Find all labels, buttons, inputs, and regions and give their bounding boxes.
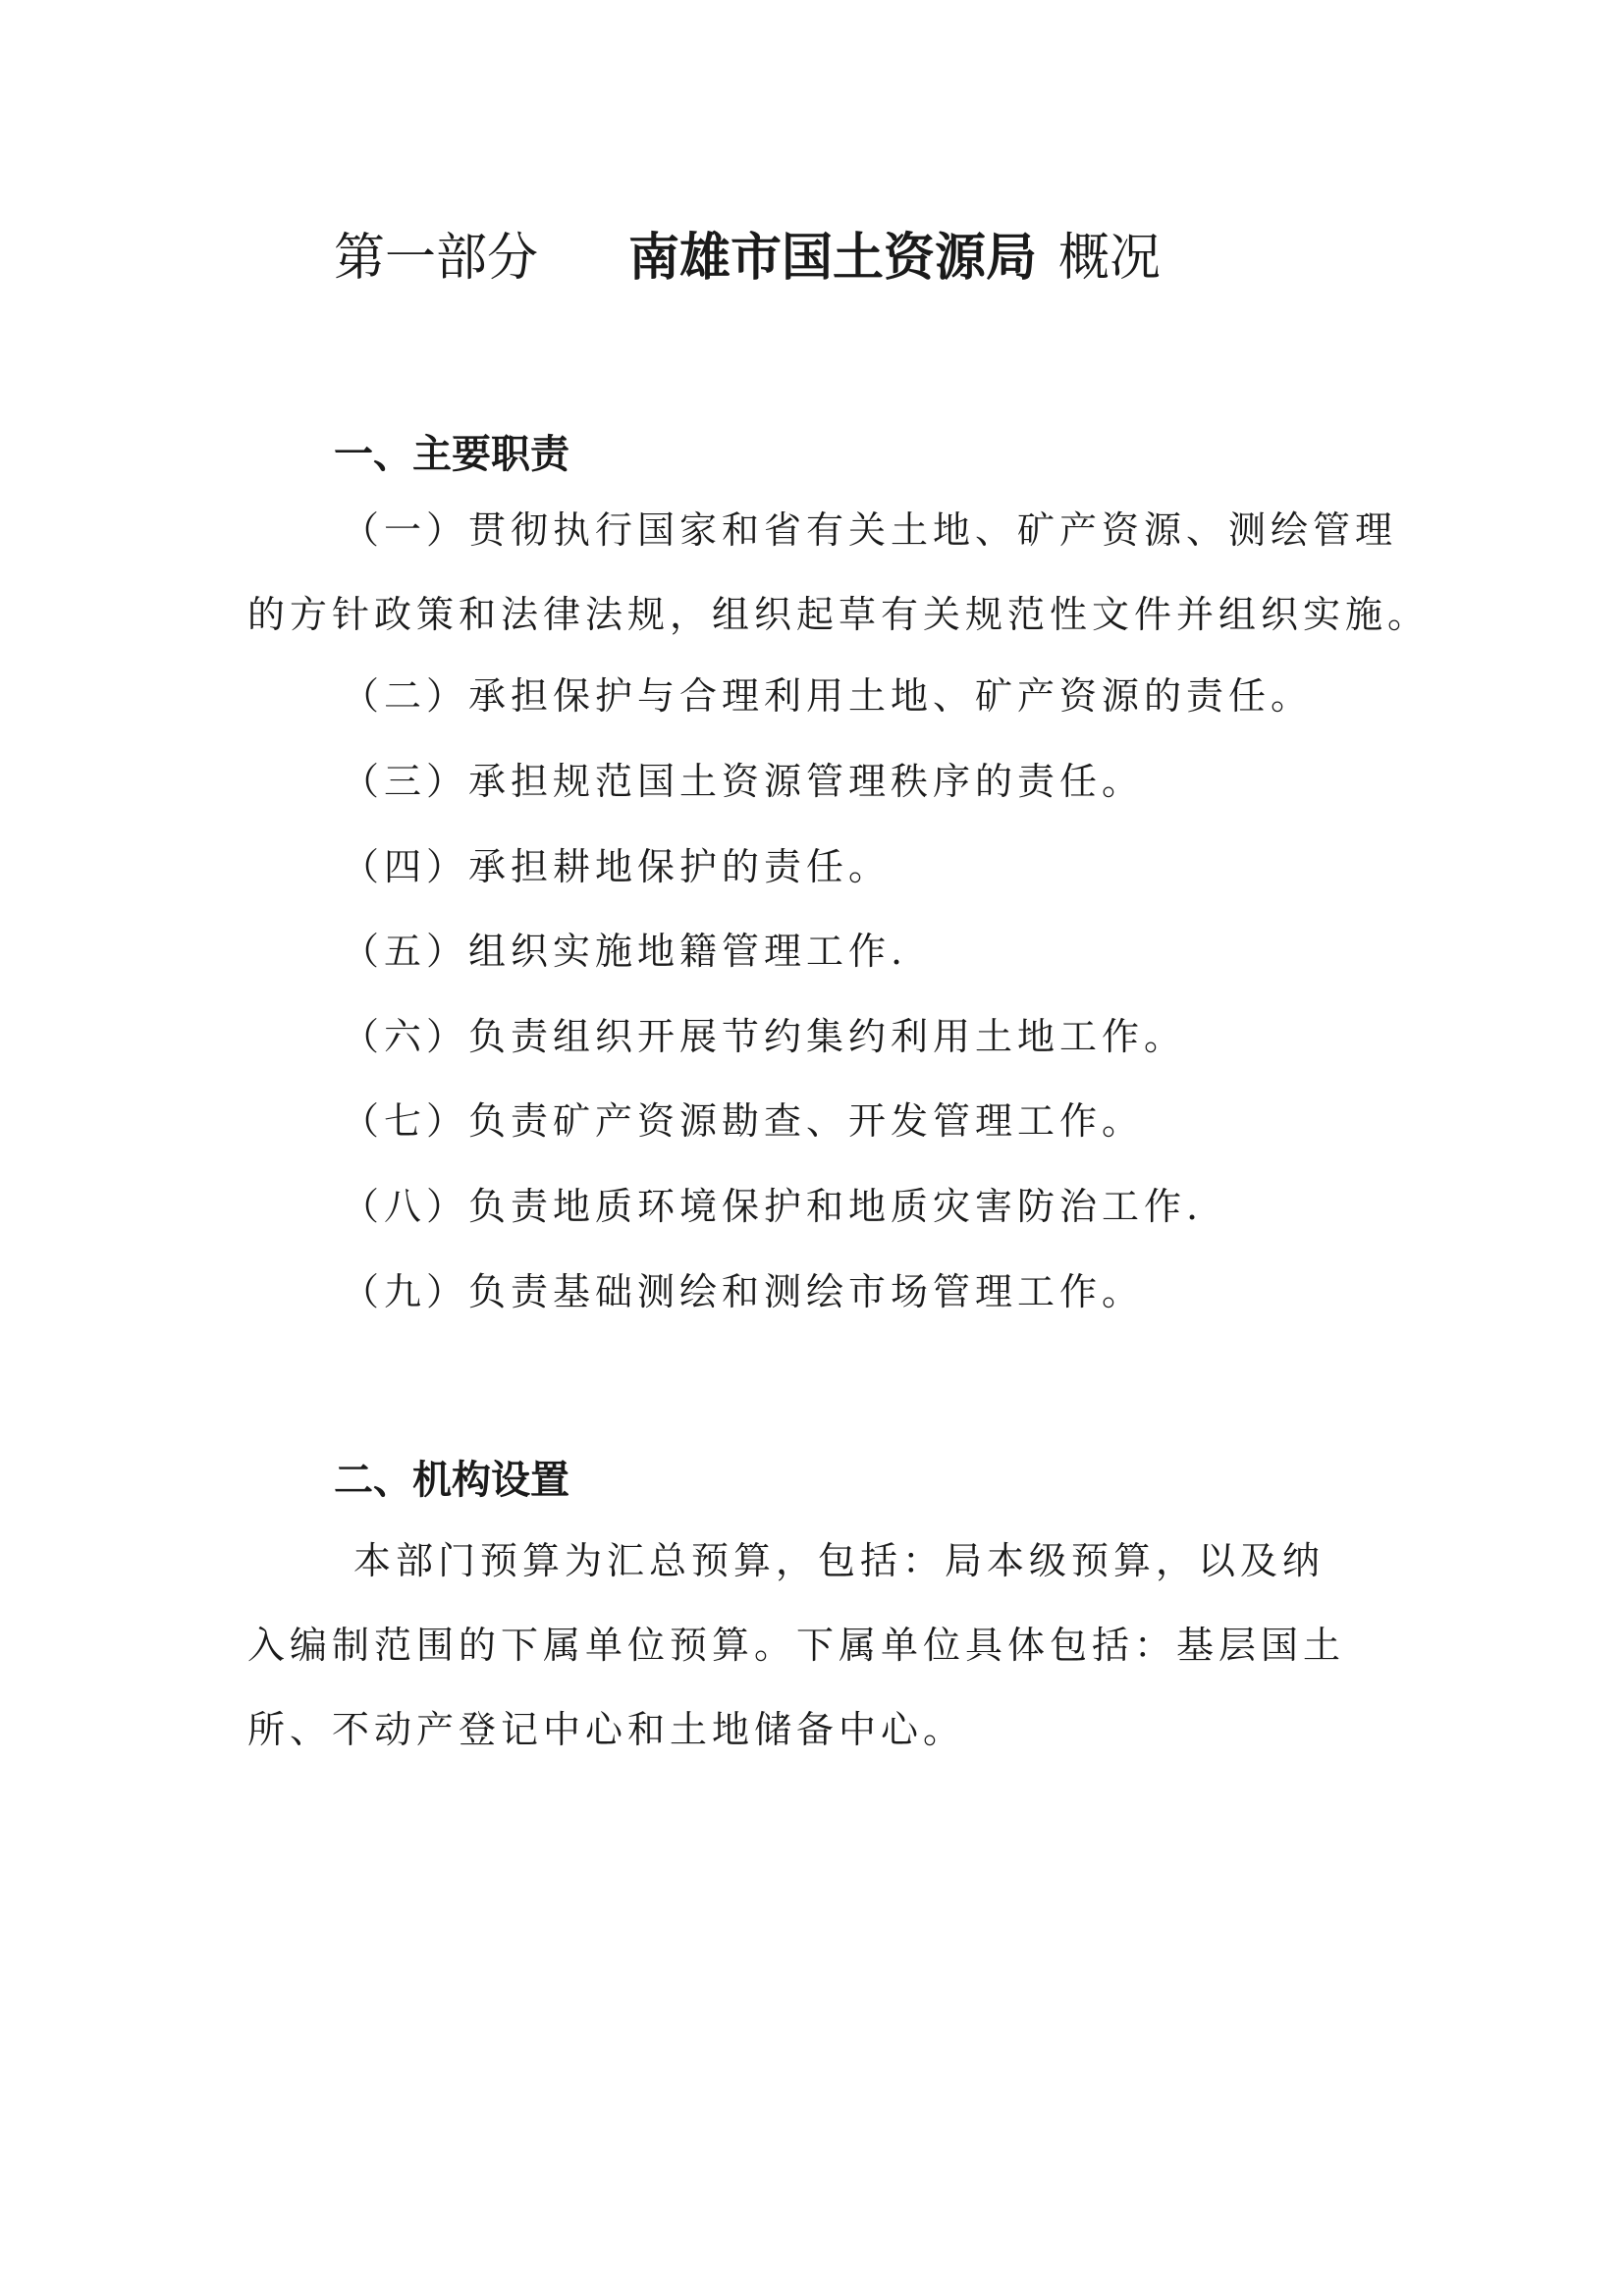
- duty-line-9: （九）负责基础测绘和测绘市场管理工作。: [342, 1270, 1145, 1313]
- duty-line-2: （二）承担保护与合理利用土地、矿产资源的责任。: [342, 674, 1314, 718]
- duty-line-3: （三）承担规范国土资源管理秩序的责任。: [342, 760, 1145, 803]
- duty-line-4: （四）承担耕地保护的责任。: [342, 845, 892, 888]
- section-heading-duties: 一、主要职责: [334, 432, 569, 477]
- duty-line-1: （一）贯彻执行国家和省有关土地、矿产资源、测绘管理: [342, 508, 1398, 552]
- duty-line-8: （八）负责地质环境保护和地质灾害防治工作.: [342, 1185, 1204, 1228]
- title-part: 第一部分: [334, 229, 539, 288]
- duty-line-1-cont: 的方针政策和法律法规，组织起草有关规范性文件并组织实施。: [247, 593, 1431, 636]
- duty-line-5: （五）组织实施地籍管理工作.: [342, 930, 908, 973]
- duty-line-7: （七）负责矿产资源勘查、开发管理工作。: [342, 1099, 1145, 1143]
- org-line-1: 本部门预算为汇总预算，包括：局本级预算，以及纳: [353, 1539, 1326, 1582]
- duty-line-6: （六）负责组织开展节约集约利用土地工作。: [342, 1015, 1187, 1058]
- title-overview: 概况: [1058, 229, 1162, 288]
- org-line-2: 入编制范围的下属单位预算。下属单位具体包括：基层国土: [247, 1624, 1346, 1667]
- section-heading-organization: 二、机构设置: [334, 1458, 569, 1503]
- page-title: [334, 224, 1316, 293]
- org-line-3: 所、不动产登记中心和土地储备中心。: [247, 1708, 966, 1751]
- title-organization: 南雄市国土资源局: [628, 229, 1038, 288]
